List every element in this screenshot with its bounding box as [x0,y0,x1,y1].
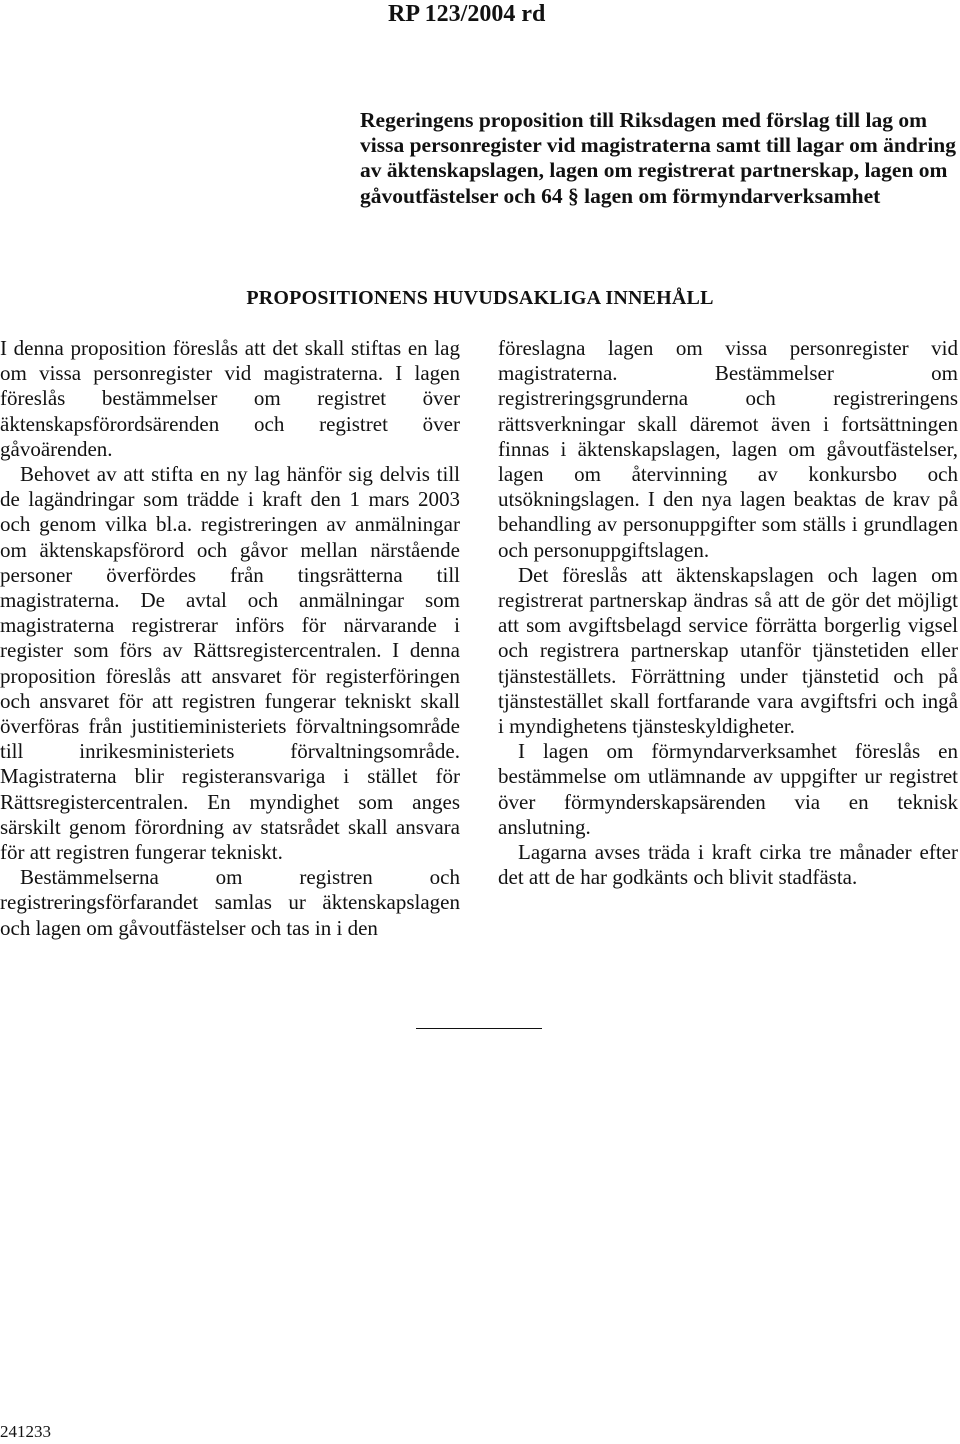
proposition-title: Regeringens proposition till Riksdagen med förslag till lag om vissa personregister vid magistraterna samt till lagar om ändring av äktenskapslagen, lagen om registrerat partnerskap, lagen om gåvoutfästelser och 64 § lagen om förmyndarverksamhet [360,108,956,208]
right-paragraph-4: Lagarna avses träda i kraft cirka tre månader efter det att de har godkänts och blivit stadfästa. [498,840,958,890]
right-paragraph-1: föreslagna lagen om vissa personregister vid magistraterna. Bestämmelser om registreringsgrunderna och registreringens rättsverkningar skall däremot även i fortsättningen finnas i äktenskapslagen, lagen om gåvoutfästelser, lagen om återvinning av konkursbo och utsökningslagen. I den nya lagen beaktas de krav på behandling av personuppgifter som ställs i grundlagen och personuppgiftslagen. [498,336,958,562]
document-id: RP 123/2004 rd [388,1,546,27]
left-paragraph-1: I denna proposition föreslås att det skall stiftas en lag om vissa personregister vid magistraterna. I lagen föreslås bestämmelser om registret över äktenskapsförordsärenden och registret över gåvoärenden. [0,336,460,461]
page-code: 241233 [0,1422,51,1441]
right-column [498,336,958,890]
left-paragraph-2: Behovet av att stifta en ny lag hänför sig delvis till de lagändringar som trädde i kraft den 1 mars 2003 och genom vilka bl.a. registreringen av anmälningar om äktenskapsförord och gåvor mellan närstående personer överfördes från tingsrätterna till magistraterna. De avtal och anmälningar som magistraterna registrerar införs för närvarande i register som förs av Rättsregistercentralen. I denna proposition föreslås att ansvaret för registerföringen och ansvaret för att registren fungerar tekniskt skall överföras från justitieministeriets förvaltningsområde till inrikesministeriets förvaltningsområde. Magistraterna blir registeransvariga i stället för Rättsregistercentralen. En myndighet som anges särskilt genom förordning av statsrådet skall ansvara för att registren fungerar tekniskt. [0,462,460,865]
section-heading: PROPOSITIONENS HUVUDSAKLIGA INNEHÅLL [246,287,714,309]
footnote-rule [416,1028,542,1029]
right-paragraph-3: I lagen om förmyndarverksamhet föreslås en bestämmelse om utlämnande av uppgifter ur registret över förmynderskapsärenden via en teknisk anslutning. [498,739,958,839]
right-paragraph-2: Det föreslås att äktenskapslagen och lagen om registrerat partnerskap ändras så att de gör det möjligt att som avgiftsbelagd service förrätta borgerlig vigsel och registrera partnerskap utanför tjänstetiden eller tjänsteställets. Förrättning under tjänstetid och på tjänstestället skall fortfarande vara avgiftsfri och ingå i myndighetens tjänsteskyldigheter. [498,562,958,739]
left-paragraph-3: Bestämmelserna om registren och registreringsförfarandet samlas ur äktenskapslagen och lagen om gåvoutfästelser och tas in i den [0,865,460,940]
left-column [0,336,460,941]
